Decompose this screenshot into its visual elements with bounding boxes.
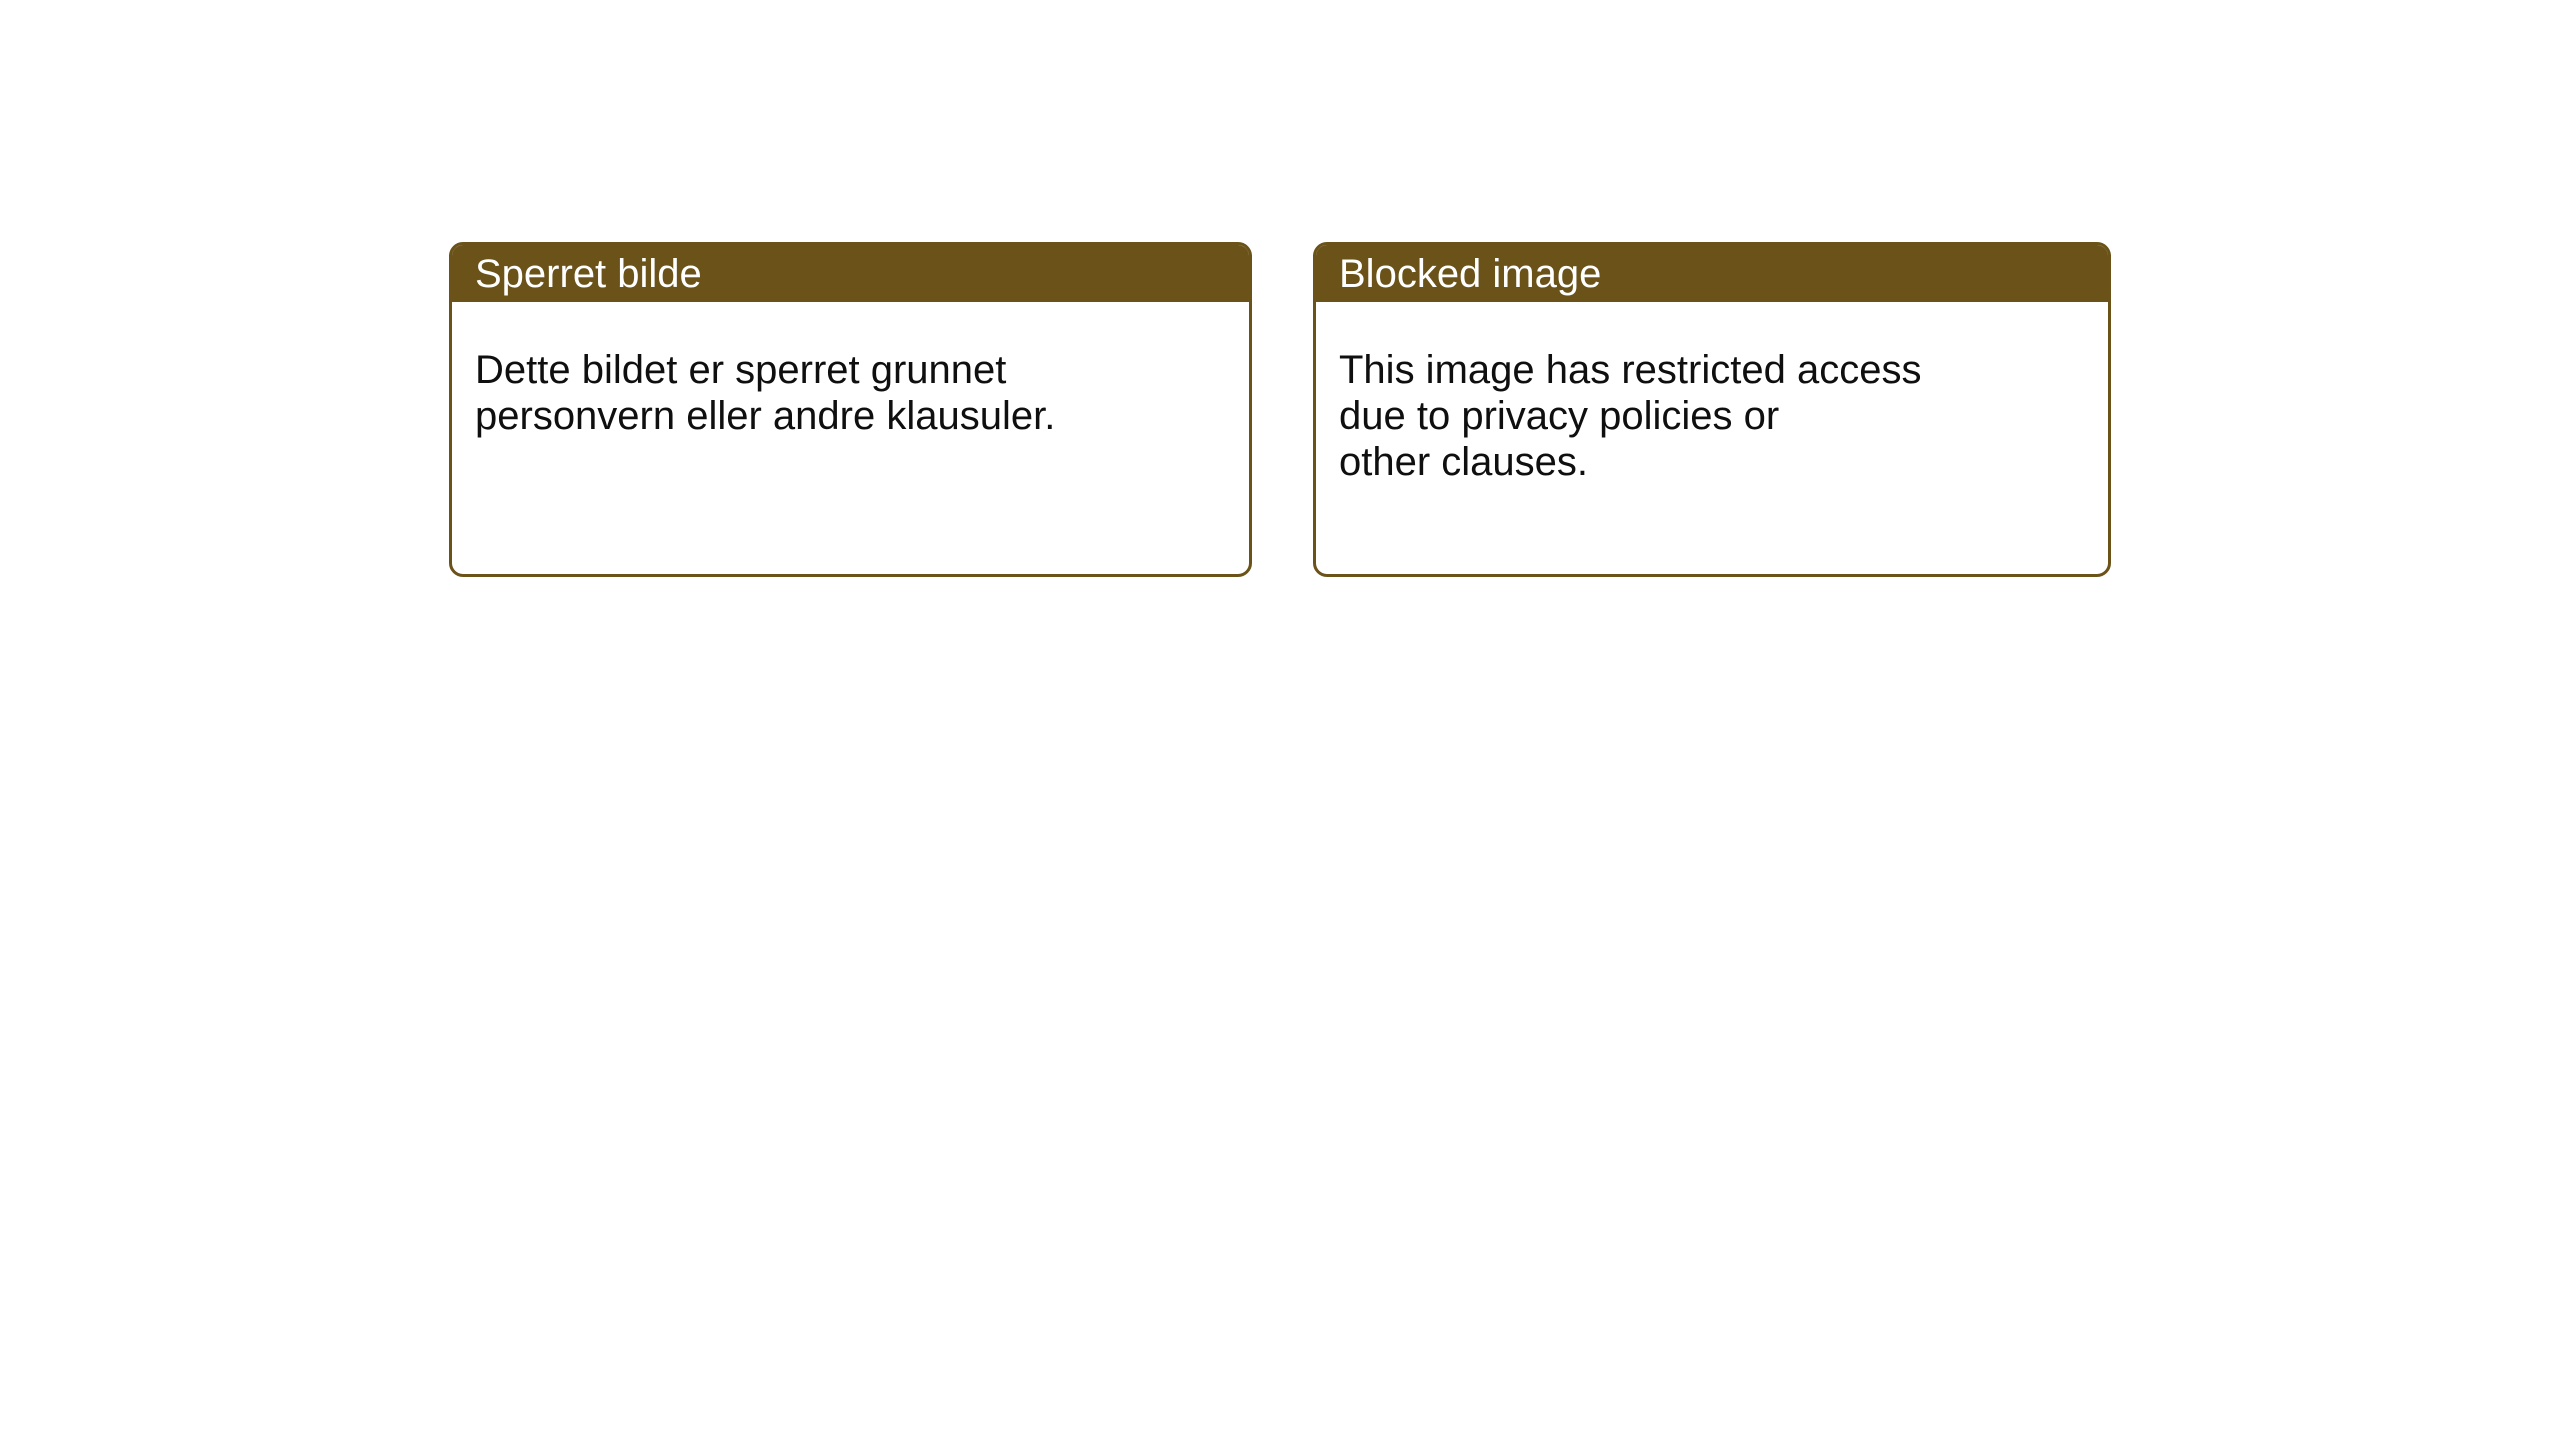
- card-header-norwegian: [452, 245, 1249, 302]
- blocked-image-card-english: [1313, 242, 2111, 577]
- card-title-english: Blocked image: [1339, 251, 1602, 296]
- card-title-norwegian: Sperret bilde: [475, 251, 702, 296]
- card-body-line: other clauses.: [1339, 440, 1589, 484]
- card-body-line: This image has restricted access: [1339, 348, 1922, 392]
- card-body-line: due to privacy policies or: [1339, 394, 1780, 438]
- card-body-english: [1316, 302, 2108, 485]
- card-body-line: personvern eller andre klausuler.: [475, 394, 1056, 438]
- card-header-english: [1316, 245, 2108, 302]
- card-body-line: Dette bildet er sperret grunnet: [475, 348, 1007, 392]
- blocked-image-card-norwegian: [449, 242, 1252, 577]
- card-body-norwegian: [452, 302, 1249, 439]
